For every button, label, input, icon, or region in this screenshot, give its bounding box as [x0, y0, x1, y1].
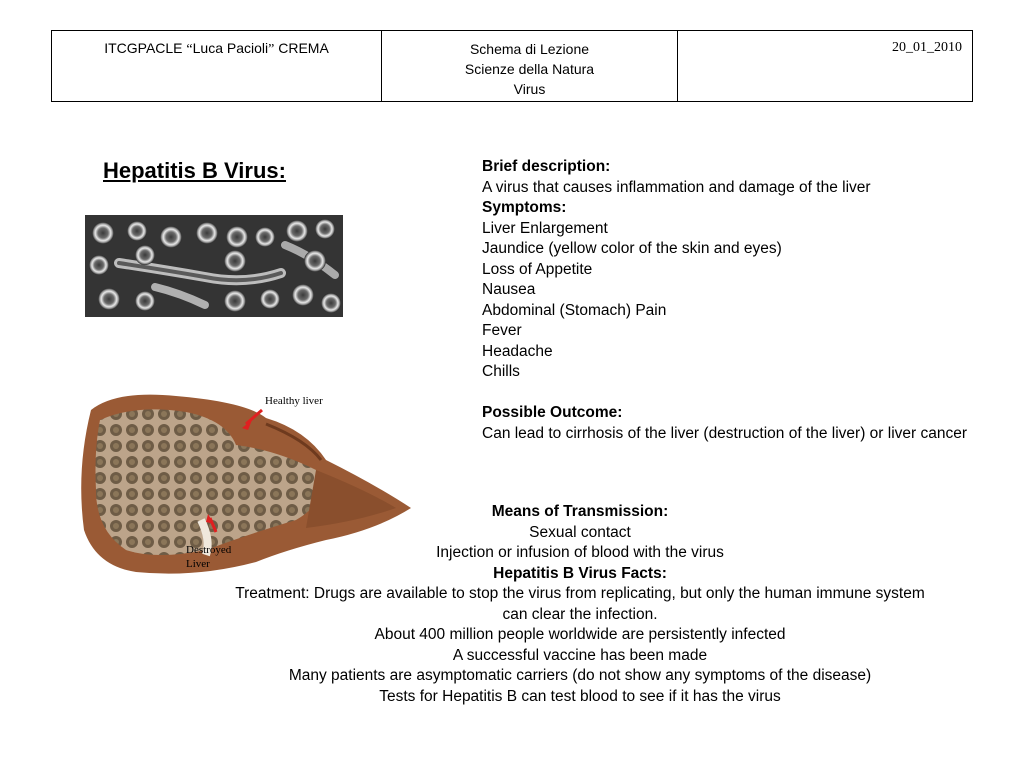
- page-title: Hepatitis B Virus:: [103, 158, 286, 183]
- fact-item: Tests for Hepatitis B can test blood to see if it has the virus: [379, 687, 781, 705]
- symptom-item: Abdominal (Stomach) Pain: [482, 301, 667, 319]
- symptom-item: Jaundice (yellow color of the skin and eyes): [482, 240, 782, 257]
- transmission-item: Injection or infusion of blood with the virus: [436, 544, 724, 561]
- fact-item: A successful vaccine has been made: [452, 646, 708, 664]
- lesson-line-1: Schema di Lezione: [469, 41, 590, 57]
- transmission-heading: Means of Transmission:: [491, 503, 669, 520]
- symptom-item: Headache: [482, 342, 553, 360]
- healthy-liver-label: Healthy liver: [265, 395, 323, 407]
- fact-item: Many patients are asymptomatic carriers (do not show any symptoms of the disease): [288, 667, 872, 684]
- transmission-item: Sexual contact: [529, 523, 631, 541]
- symptom-item: Loss of Appetite: [482, 260, 593, 278]
- symptom-item: Chills: [482, 363, 520, 380]
- destroyed-liver-label-2: Liver: [186, 558, 210, 570]
- destroyed-liver-label-1: Destroyed: [186, 544, 232, 556]
- description-block: [482, 157, 982, 444]
- lesson-line-3: Virus: [513, 81, 546, 97]
- treatment-line-2: can clear the infection.: [502, 605, 658, 623]
- lesson-line-2: Scienze della Natura: [464, 61, 595, 77]
- treatment-line-1: Treatment: Drugs are available to stop the virus from replicating, but only the human immune system: [235, 585, 925, 602]
- brief-text: A virus that causes inflammation and damage of the liver: [482, 178, 871, 196]
- fact-item: About 400 million people worldwide are persistently infected: [374, 626, 786, 643]
- brief-heading: Brief description:: [482, 158, 611, 175]
- school-quote-close: ”: [268, 42, 275, 57]
- school-name: Luca Pacioli: [192, 40, 269, 56]
- transmission-facts-block: [180, 502, 980, 707]
- symptom-item: Nausea: [482, 281, 536, 298]
- date-cell: 20_01_2010: [678, 31, 973, 102]
- spacer: [482, 383, 982, 404]
- school-prefix: ITCGPACLE: [104, 40, 187, 56]
- lesson-cell: [382, 31, 678, 102]
- symptom-item: Liver Enlargement: [482, 219, 608, 237]
- facts-heading: Hepatitis B Virus Facts:: [493, 564, 667, 582]
- school-quote-open: “: [186, 42, 193, 57]
- virus-micrograph-image: [85, 215, 343, 317]
- symptom-item: Fever: [482, 322, 522, 339]
- symptoms-heading: Symptoms:: [482, 199, 567, 216]
- outcome-text: Can lead to cirrhosis of the liver (destruction of the liver) or liver cancer: [482, 424, 968, 442]
- header-table: [51, 30, 973, 102]
- school-suffix: CREMA: [274, 40, 329, 56]
- school-cell: [52, 31, 382, 102]
- outcome-heading: Possible Outcome:: [482, 404, 623, 421]
